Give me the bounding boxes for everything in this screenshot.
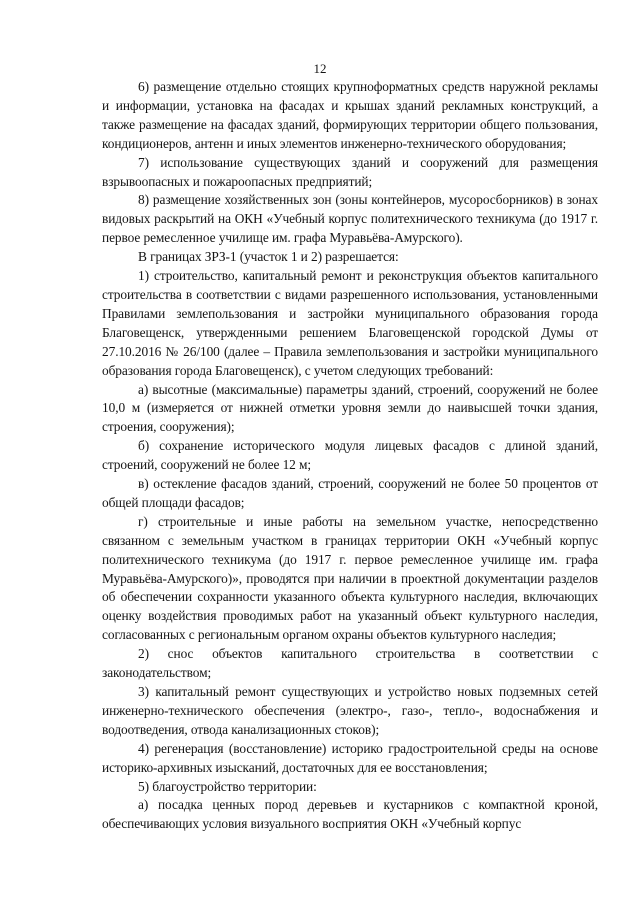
paragraph-subitem-a-planting: а) посадка ценных пород деревьев и кустарников с компактной кроной, обеспечивающих условия визуального восприятия ОКН «Учебный корпус [102,797,598,832]
paragraph-item-2-demolition: 2) снос объектов капитального строительства в соответствии с законодательством; [102,646,598,681]
paragraph-item-3-networks: 3) капитальный ремонт существующих и устройство новых подземных сетей инженерно-технического обеспечения (электро-, газо-, тепло-, водоснабжения и водоотведения, отвода канализационных стоков); [102,684,598,737]
paragraph-subitem-a-height: а) высотные (максимальные) параметры зданий, строений, сооружений не более 10,0 м (измеряется от нижней отметки уровня земли до наивысшей точки здания, строения, сооружения); [102,381,598,435]
paragraph-item-4-regeneration: 4) регенерация (восстановление) историко градостроительной среды на основе историко-архивных изысканий, достаточных для ее восстановления; [102,740,598,775]
paragraph-item-6-advertising: 6) размещение отдельно стоящих крупноформатных средств наружной рекламы и информации, установка на фасадах и крышах зданий рекламных конструкций, а также размещение на фасадах зданий, формирующих территории общего пользования, кондиционеров, антенн и иных элементов инженерно-технического оборудования; [102,79,598,151]
paragraph-subitem-v-glazing: в) остекление фасадов зданий, строений, сооружений не более 50 процентов от общей площади фасадов; [102,476,598,510]
paragraph-item-8-household-zones: 8) размещение хозяйственных зон (зоны контейнеров, мусоросборников) в зонах видовых раскрытий на ОКН «Учебный корпус политехнического техникума (до 1917 г. первое ремесленное училище им. графа Муравьёва-Амурского). [102,192,598,246]
paragraph-subitem-b-facade-module: б) сохранение исторического модуля лицевых фасадов с длиной зданий, строений, сооружений не более 12 м; [102,438,598,473]
document-body [102,78,598,834]
page-number: 12 [313,61,327,76]
paragraph-zrz1-allowed-heading: В границах ЗРЗ-1 (участок 1 и 2) разрешается: [138,249,399,265]
paragraph-item-1-construction: 1) строительство, капитальный ремонт и реконструкция объектов капитального строительства в соответствии с видами разрешенного использования, установленными Правилами землепользования и застройки муниципального образования города Благовещенск, утвержденными решением Благовещенской городской Думы от 27.10.2016 № 26/100 (далее – Правила землепользования и застройки муниципального образования города Благовещенск), с учетом следующих требований: [102,268,598,378]
paragraph-item-5-landscaping: 5) благоустройство территории: [138,778,317,794]
paragraph-subitem-g-works: г) строительные и иные работы на земельном участке, непосредственно связанном с земельным участком в границах территории ОКН «Учебный корпус политехнического техникума (до 1917 г. первое ремесленное училище им. графа Муравьёва-Амурского)», проводятся при наличии в проектной документации разделов об обеспечении сохранности указанного объекта культурного наследия, включающих оценку воздействия проводимых работ на указанный объект культурного наследия, согласованных с региональным органом охраны объектов культурного наследия; [102,513,598,643]
paragraph-item-7-hazardous-use: 7) использование существующих зданий и сооружений для размещения взрывоопасных и пожароопасных предприятий; [102,154,598,189]
